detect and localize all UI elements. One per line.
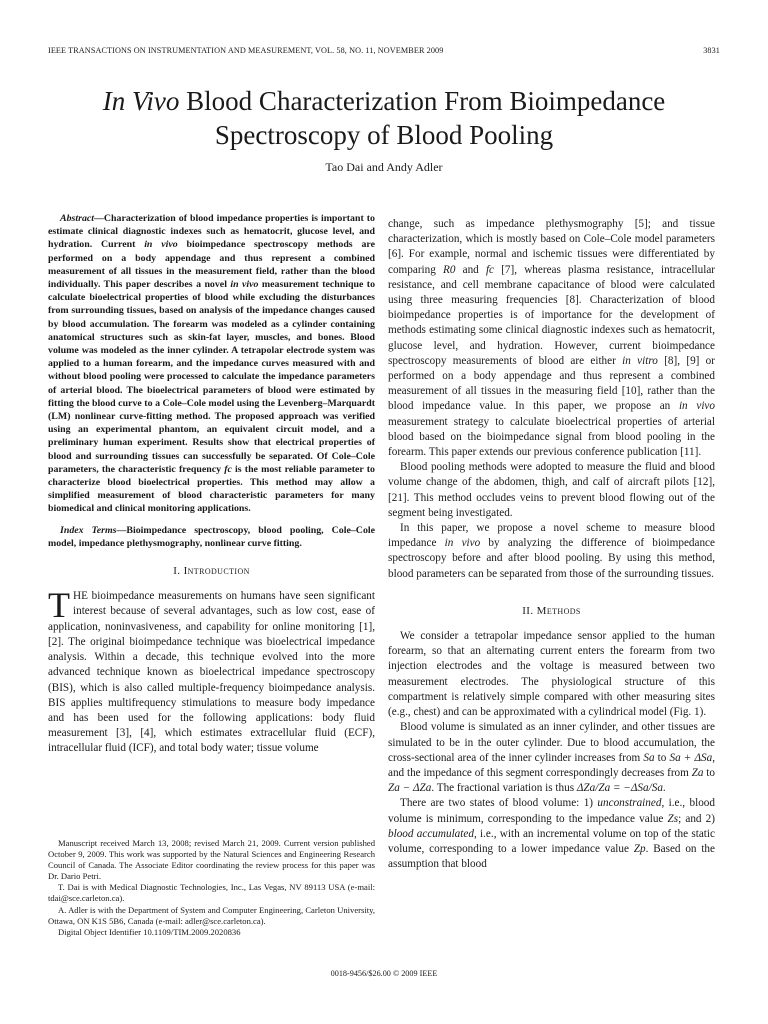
methods-paragraph-3: There are two states of blood volume: 1) unconstrained, i.e., blood volume is minimum, corresponding to the impedance value Zs; and 2) blood accumulated, i.e., with an incremental volume on top of the static volume, corresponding to a lower impedance value Zp. Based on the assumption that blood <box>388 797 715 871</box>
right-column <box>388 217 715 872</box>
section-heading-methods: II. Methods <box>522 604 581 617</box>
intro-continued: change, such as impedance plethysmography [5]; and tissue characterization, which is mostly based on Cole–Cole model parameters [6]. For example, normal and ischemic tissues were differentiated by comparing R0 and fc [7], whereas plasma resistance, intracellular resistance, and cell membrane capacitance of blood were calculated using three measuring frequencies [8]. Characterization of blood bioimpedance properties is of importance for the development of methods estimating some clinical diagnostic indexes such as hematocrit, glucose level, and hydration. However, current bioimpedance spectroscopy measurements of blood are either in vitro [8], [9] or performed on a body appendage and thus represent a combined measurement of all tissues in the measuring field [10], rather than the blood impedance value. In this paper, we propose an in vivo measurement strategy to calculate bioelectrical properties of arterial blood based on the bioimpedance signal from blood pooling in the forearm. This paper extends our previous conference publication [11]. <box>388 218 716 459</box>
doi: Digital Object Identifier 10.1109/TIM.2009.2020836 <box>58 926 241 937</box>
title-rest: Blood Characterization From Bioimpedance Spectroscopy of Blood Pooling <box>179 86 666 150</box>
symbol-fc: fc <box>224 463 232 475</box>
paper-title <box>40 84 728 152</box>
methods-paragraph-2: Blood volume is simulated as an inner cylinder, and other tissues are simulated to be in the outer cylinder. Due to blood accumulation, the cross-sectional area of the inner cylinder increases from Sa to Sa + ΔSa, and the impedance of this segment correspondingly decreases from Za to Za − ΔZa. The fractional variation is thus ΔZa/Za = −ΔSa/Sa. <box>388 721 716 795</box>
page-number: 3831 <box>703 46 720 55</box>
blood-pooling-paragraph: Blood pooling methods were adopted to measure the fluid and blood volume change of the abdomen, thigh, and calf of aircraft pilots [12], [21]. This method occludes veins to prevent blood flowing out of the segment being investigated. <box>388 461 715 519</box>
author-affiliation-adler: A. Adler is with the Department of System and Computer Engineering, Carleton University, Ottawa, ON K1S 5B6, Canada (e-mail: adler@sce.carleton.ca). <box>48 904 375 926</box>
section-heading-introduction: I. Introduction <box>173 565 250 578</box>
drop-cap: T <box>48 585 70 626</box>
left-column <box>48 212 375 757</box>
title-italic: In Vivo <box>102 86 180 116</box>
methods-paragraph-1: We consider a tetrapolar impedance sensor applied to the human forearm, so that an alternating current enters the forearm from two injection electrodes and the voltage is measured between two measurement electrodes. The physiological structure of this compartment is relatively simple compared with other measuring sites (e.g., chest) and can be approximated with a cylindrical model (Fig. 1). <box>388 630 715 719</box>
authors: Tao Dai and Andy Adler <box>325 160 443 174</box>
manuscript-note: Manuscript received March 13, 2008; revised March 21, 2009. Current version published October 9, 2009. This work was supported by the Natural Sciences and Engineering Research Council of Canada. The Associate Editor coordinating the review process for this paper was Dr. Dario Petri. <box>48 838 375 882</box>
first-page-footnote <box>48 838 375 938</box>
journal-info: IEEE TRANSACTIONS ON INSTRUMENTATION AND MEASUREMENT, VOL. 58, NO. 11, NOVEMBER 2009 <box>48 46 444 55</box>
intro-paragraph: THE bioimpedance measurements on humans have seen significant interest because of several advantages, such as low cost, ease of application, noninvasiveness, and capability for online monitoring [1], [2]. The original bioimpedance technique was bioelectrical impedance analysis. Within a decade, this technique evolved into the more advanced technique known as bioelectrical impedance spectroscopy (BIS), which is also called multiple-frequency bioimpedance analysis. BIS applies multifrequency stimulations to measure body impedance and has been used for the following applications: body fluid measurement [3], [4], which estimates extracellular fluid (ECF), intracellular fluid (ICF), and total body water; tissue volume <box>48 585 375 755</box>
index-terms-label: Index Terms <box>60 524 117 536</box>
abstract-label: Abstract— <box>60 213 104 224</box>
author-affiliation-dai: T. Dai is with Medical Diagnostic Technologies, Inc., Las Vegas, NV 89113 USA (e-mail: tdai@sce.carleton.ca). <box>48 882 375 904</box>
copyright-footer: 0018-9456/$26.00 © 2009 IEEE <box>330 969 438 978</box>
proposal-paragraph: In this paper, we propose a novel scheme to measure blood impedance in vivo by analyzing the difference of bioimpedance spectroscopy before and after blood pooling. By using this method, blood parameters can be separated from those of the surrounding tissues. <box>388 522 715 580</box>
running-header <box>48 46 720 58</box>
abstract: Abstract—Characterization of blood impedance properties is important to estimate clinical diagnostic indexes such as hematocrit, glucose level, and hydration. Current in vivo bioimpedance spectroscopy methods are performed on a body appendage and thus represent a combined measurement of all tissues in the measurement field, rather than the blood individually. This paper describes a novel in vivo measurement technique to calculate bioelectrical properties of blood while excluding the disturbances from surrounding tissues, based on analysis of the impedance changes caused by blood accumulation. The forearm was modeled as a cylinder containing anatomical structures such as skin-fat layer, muscles, and bones. Blood volume was modeled as the inner cylinder. A tetrapolar electrode system was applied to a human forearm, and the impedance curves measured with and without blood pooling were processed to calculate the impedance parameters of arterial blood. The bioelectrical parameters of blood were estimated by fitting the blood curve to a Cole–Cole model using the Levenberg–Marquardt (LM) nonlinear curve-fitting method. The proposed approach was verified using an experimental phantom, an equivalent circuit model, and a preliminary human experiment. Results show that electrical properties of blood and surrounding tissues can successfully be separated. Of Cole–Cole parameters, the characteristic frequency fc is the most reliable parameter to characterize blood bioelectrical properties. This method may allow a simplified measurement of blood characteristic parameters for many biomedical and clinical monitoring applications. <box>48 213 376 515</box>
index-terms: Index Terms—Bioimpedance spectroscopy, blood pooling, Cole–Cole model, impedance plethysmography, nonlinear curve fitting. <box>48 524 376 549</box>
